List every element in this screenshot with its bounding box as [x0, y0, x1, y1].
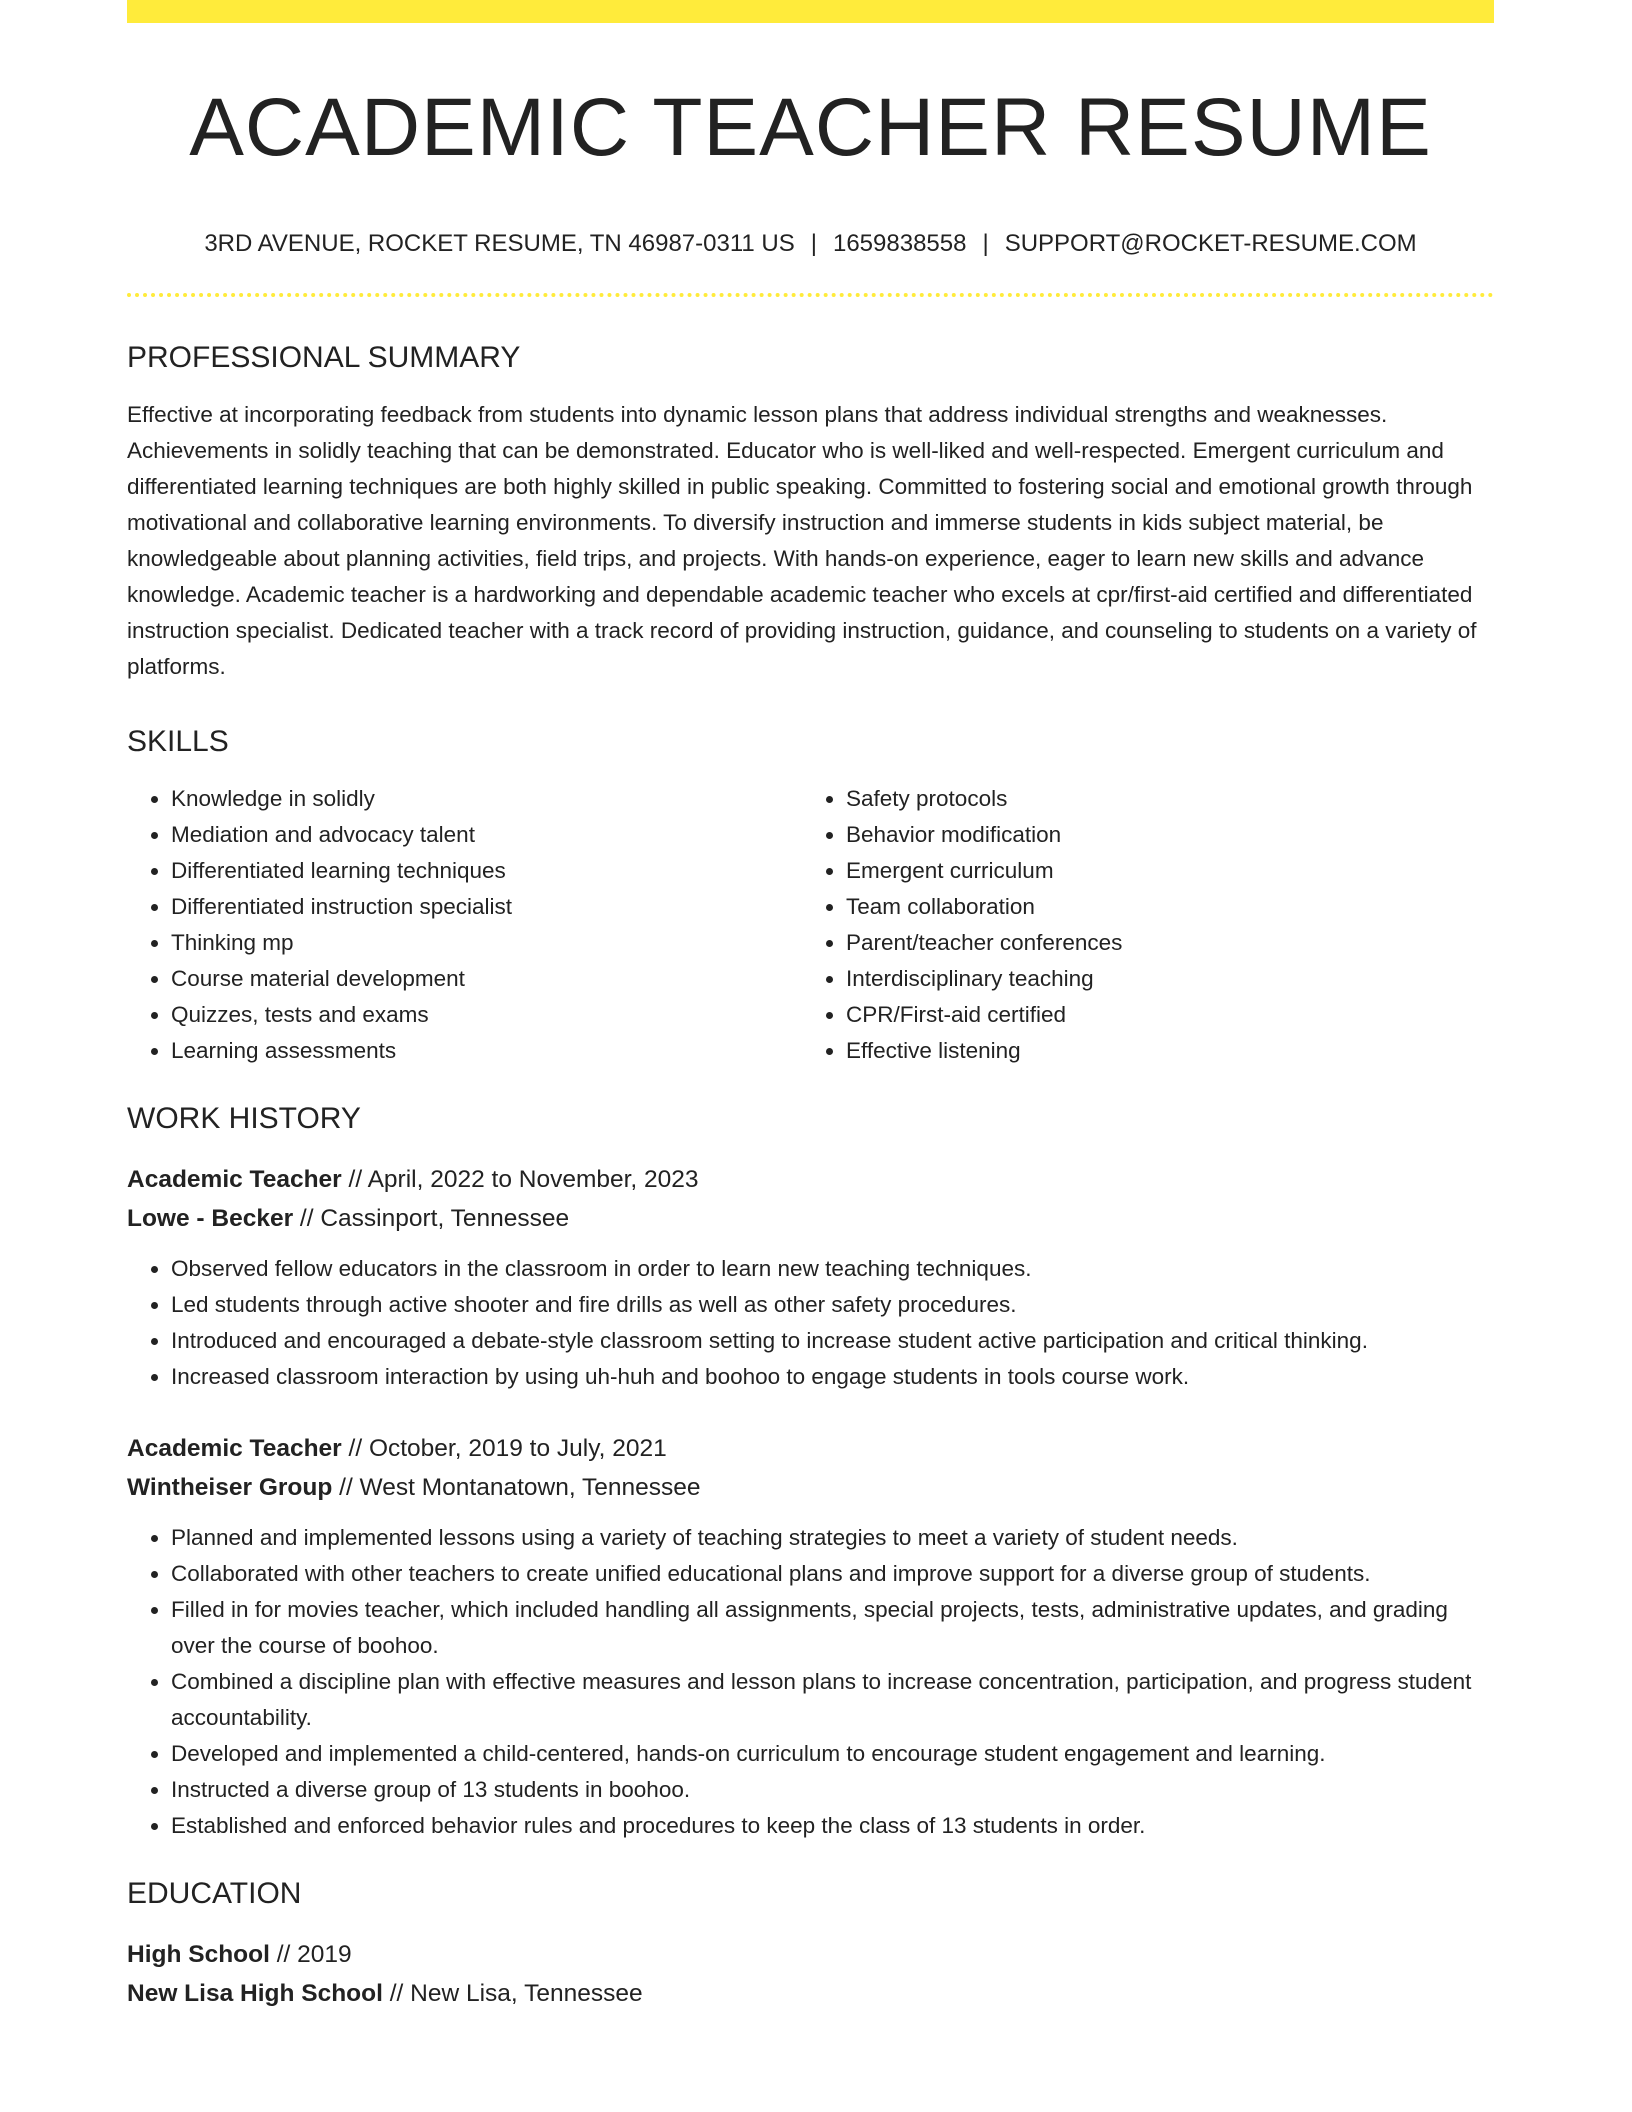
summary-heading: PROFESSIONAL SUMMARY: [127, 341, 521, 374]
skill-item: • Team collaboration: [846, 889, 1477, 925]
job-bullet: • Collaborated with other teachers to create unified educational plans and improve support for a diverse group of students.: [171, 1556, 1494, 1592]
skill-item: • Emergent curriculum: [846, 853, 1477, 889]
skill-item: • Mediation and advocacy talent: [171, 817, 802, 853]
education-heading: EDUCATION: [127, 1877, 302, 1910]
skill-item: • Course material development: [171, 961, 802, 997]
contact-address: 3RD AVENUE, ROCKET RESUME, TN 46987-0311 US: [204, 230, 795, 257]
job-bullet: • Established and enforced behavior rules and procedures to keep the class of 13 students in order.: [171, 1808, 1494, 1844]
skill-item: • Learning assessments: [171, 1033, 802, 1069]
job-bullets: [127, 1520, 1494, 1844]
job-bullet: • Combined a discipline plan with effective measures and lesson plans to increase concentration, participation, and progress student accountability.: [171, 1664, 1494, 1736]
job-bullet: • Observed fellow educators in the classroom in order to learn new teaching techniques.: [171, 1251, 1494, 1287]
job-entry: [127, 1160, 1494, 1395]
job-bullet: • Led students through active shooter and fire drills as well as other safety procedures.: [171, 1287, 1494, 1323]
skill-item: • Differentiated learning techniques: [171, 853, 802, 889]
job-role: Academic Teacher: [127, 1435, 342, 1462]
job-dates: // October, 2019 to July, 2021: [341, 1435, 667, 1462]
skills-column-right: [802, 781, 1477, 1069]
job-bullet: • Increased classroom interaction by using uh-huh and boohoo to engage students in tools course work.: [171, 1359, 1494, 1395]
skills-heading: SKILLS: [127, 725, 229, 758]
job-bullet: • Planned and implemented lessons using a variety of teaching strategies to meet a variety of student needs.: [171, 1520, 1494, 1556]
contact-separator: |: [810, 230, 817, 257]
skill-item: • Knowledge in solidly: [171, 781, 802, 817]
job-bullet: • Instructed a diverse group of 13 students in boohoo.: [171, 1772, 1494, 1808]
skill-item: • Behavior modification: [846, 817, 1477, 853]
job-company-line: [127, 1199, 1494, 1238]
job-dates: // April, 2022 to November, 2023: [341, 1166, 699, 1193]
education-entry: [127, 1935, 1494, 2013]
contact-separator: |: [982, 230, 989, 257]
job-bullet: • Filled in for movies teacher, which included handling all assignments, special projects, tests, administrative updates, and grading over the course of boohoo.: [171, 1592, 1494, 1664]
contact-phone[interactable]: 1659838558: [832, 230, 967, 257]
education-degree: High School: [127, 1941, 270, 1968]
job-location: // Cassinport, Tennessee: [293, 1205, 570, 1232]
job-entry: [127, 1429, 1494, 1844]
work-history-heading: WORK HISTORY: [127, 1102, 361, 1135]
job-role-line: [127, 1429, 1494, 1468]
education-degree-line: [127, 1935, 1494, 1974]
contact-email[interactable]: SUPPORT@ROCKET-RESUME.COM: [1004, 230, 1417, 257]
job-bullet: • Introduced and encouraged a debate-style classroom setting to increase student active participation and critical thinking.: [171, 1323, 1494, 1359]
job-bullets: [127, 1251, 1494, 1395]
job-company: Lowe - Becker: [127, 1205, 294, 1232]
skills-column-left: [127, 781, 802, 1069]
skill-item: • Quizzes, tests and exams: [171, 997, 802, 1033]
skill-item: • Safety protocols: [846, 781, 1477, 817]
contact-line: [127, 232, 1494, 256]
education-school: New Lisa High School: [127, 1980, 383, 2007]
education-school-line: [127, 1974, 1494, 2013]
education-location: // New Lisa, Tennessee: [382, 1980, 643, 2007]
skill-item: • Interdisciplinary teaching: [846, 961, 1477, 997]
job-location: // West Montanatown, Tennessee: [332, 1474, 701, 1501]
skill-item: • Parent/teacher conferences: [846, 925, 1477, 961]
summary-text: Effective at incorporating feedback from students into dynamic lesson plans that address individual strengths and weaknesses. Achievements in solidly teaching that can be demonstrated. Educator who is well-liked and well-respected. Emergent curriculum and differentiated learning techniques are both highly skilled in public speaking. Committed to fostering social and emotional growth through motivational and collaborative learning environments. To diversify instruction and immerse students in kids subject material, be knowledgeable about planning activities, field trips, and projects. With hands-on experience, eager to learn new skills and advance knowledge. Academic teacher is a hardworking and dependable academic teacher who excels at cpr/first-aid certified and differentiated instruction specialist. Dedicated teacher with a track record of providing instruction, guidance, and counseling to students on a variety of platforms.: [127, 402, 1477, 679]
skill-item: • CPR/First-aid certified: [846, 997, 1477, 1033]
job-role: Academic Teacher: [127, 1166, 342, 1193]
skill-item: • Effective listening: [846, 1033, 1477, 1069]
resume-page: [127, 0, 1494, 2013]
job-company-line: [127, 1468, 1494, 1507]
top-accent-bar: [127, 0, 1494, 23]
job-role-line: [127, 1160, 1494, 1199]
education-year: // 2019: [269, 1941, 352, 1968]
skill-item: • Thinking mp: [171, 925, 802, 961]
skills-list: [127, 781, 1494, 1069]
job-bullet: • Developed and implemented a child-centered, hands-on curriculum to encourage student engagement and learning.: [171, 1736, 1494, 1772]
dotted-divider: [127, 293, 1494, 297]
resume-title: ACADEMIC TEACHER RESUME: [189, 82, 1432, 173]
job-company: Wintheiser Group: [127, 1474, 333, 1501]
skill-item: • Differentiated instruction specialist: [171, 889, 802, 925]
